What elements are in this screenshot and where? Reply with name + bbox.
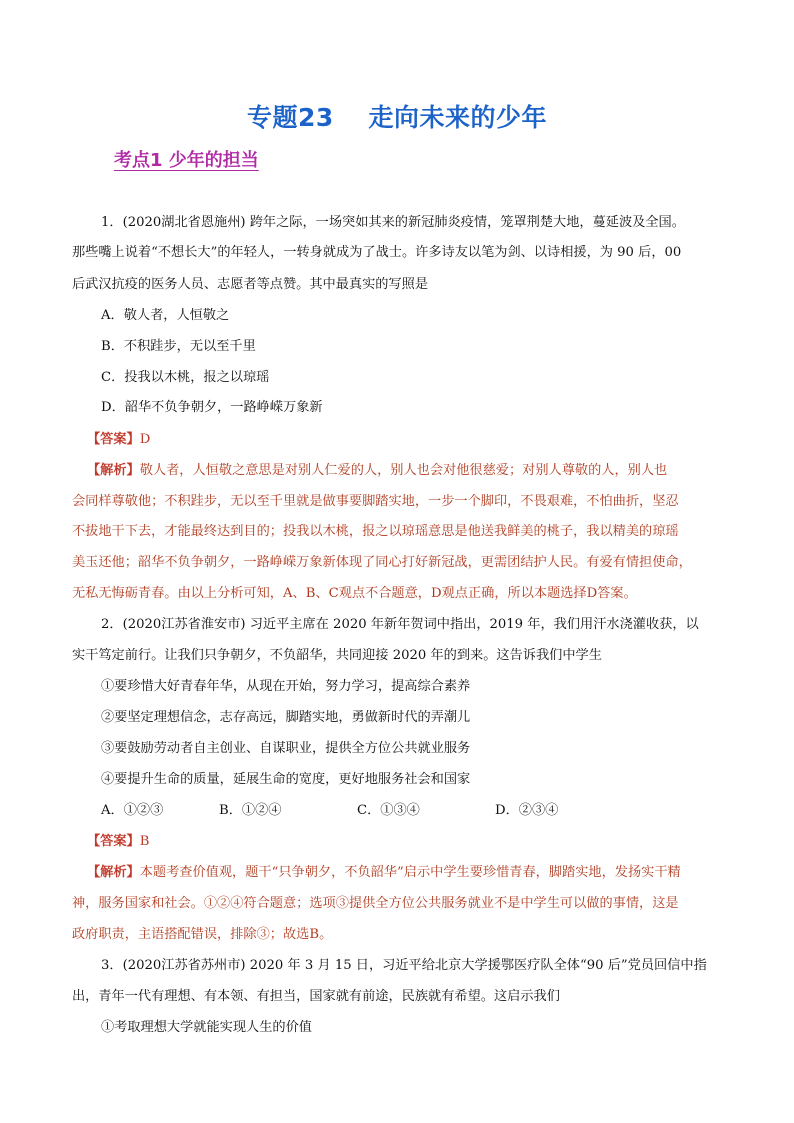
q1-analysis-line-3: 不拔地干下去，才能最终达到目的；投我以木桃，报之以琼瑶意思是他送我鲜美的桃子，我以精美的琼瑶 [72,524,679,539]
q2-analysis-line-2: 神，服务国家和社会。①②④符合题意；选项③提供全方位公共服务就业不是中学生可以做的事情，这是 [72,896,679,911]
q1-analysis-line-1 [87,461,747,481]
q1-analysis-line-5: 无私无悔砺青春。由以上分析可知，A、B、C观点不合题意，D观点正确，所以本题选择D答案。 [72,586,637,601]
q2-statement-4: ④要提升生命的质量，延展生命的宽度，更好地服务社会和国家 [101,772,471,787]
section-heading: 考点1 少年的担当 [114,150,259,171]
q2-choice-b: B．①②④ [219,803,282,818]
q1-option-a: A．敬人者，人恒敬之 [101,308,230,323]
q2-stem-line-2: 实干笃定前行。让我们只争朝夕，不负韶华，共同迎接 2020 年的到来。这告诉我们中学生 [72,648,602,663]
q2-analysis-line-3: 政府职责，主语搭配错误，排除③；故选B。 [72,927,333,942]
q1-analysis-line-2: 会同样尊敬他；不积跬步，无以至千里就是做事要脚踏实地，一步一个脚印，不畏艰难，不怕曲折，坚忍 [72,494,679,509]
q1-stem-line-1: 1．(2020湖北省恩施州) 跨年之际，一场突如其来的新冠肺炎疫情，笼罩荆楚大地，蔓延波及全国。 [101,215,685,230]
answer-value: D [139,432,151,447]
answer-tag: 【答案】 [87,834,140,849]
analysis-tag: 【解析】 [87,865,140,880]
q2-statement-1: ①要珍惜大好青春年华，从现在开始，努力学习，提高综合素养 [101,679,471,694]
analysis-text: 敬人者，人恒敬之意思是对别人仁爱的人，别人也会对他很慈爱；对别人尊敬的人，别人也 [139,463,668,478]
q2-choice-d: D．②③④ [495,803,559,818]
q3-statement-1: ①考取理想大学就能实现人生的价值 [101,1020,312,1035]
q2-answer [87,832,747,852]
q2-statement-3: ③要鼓励劳动者自主创业、自谋职业，提供全方位公共就业服务 [101,741,471,756]
q2-choice-c: C．①③④ [357,803,420,818]
q1-stem-line-2: 那些嘴上说着“不想长大”的年轻人，一转身就成为了战士。许多诗友以笔为剑、以诗相援，为 90 后，00 [72,245,682,260]
answer-tag: 【答案】 [87,432,140,447]
page-title: 专题23 走向未来的少年 [247,103,547,132]
q2-stem-line-1: 2．(2020江苏省淮安市) 习近平主席在 2020 年新年贺词中指出，2019 年，我们用汗水浇灌收获，以 [101,617,699,632]
analysis-text: 本题考查价值观，题干“只争朝夕，不负韶华”启示中学生要珍惜青春，脚踏实地，发扬实干精 [139,865,681,880]
answer-value: B [139,834,150,849]
q3-stem-line-1: 3．(2020江苏省苏州市) 2020 年 3 月 15 日，习近平给北京大学援鄂医疗队全体“90 后”党员回信中指 [101,958,707,973]
q1-option-d: D．韶华不负争朝夕，一路峥嵘万象新 [101,400,323,415]
q1-answer [87,430,747,450]
analysis-tag: 【解析】 [87,463,140,478]
q2-analysis-line-1 [87,863,747,883]
q1-stem-line-3: 后武汉抗疫的医务人员、志愿者等点赞。其中最真实的写照是 [72,277,429,292]
q2-choices [101,801,761,821]
q3-stem-line-2: 出，青年一代有理想、有本领、有担当，国家就有前途，民族就有希望。这启示我们 [72,989,560,1004]
q2-statement-2: ②要坚定理想信念，志存高远，脚踏实地，勇做新时代的弄潮儿 [101,710,471,725]
q1-option-c: C．投我以木桃，报之以琼瑶 [101,370,270,385]
q1-option-b: B．不积跬步，无以至千里 [101,339,256,354]
q1-analysis-line-4: 美玉还他；韶华不负争朝夕，一路峥嵘万象新体现了同心打好新冠战，更需团结护人民。有爱有情担使命， [72,555,692,570]
q2-choice-a: A．①②③ [101,803,164,818]
